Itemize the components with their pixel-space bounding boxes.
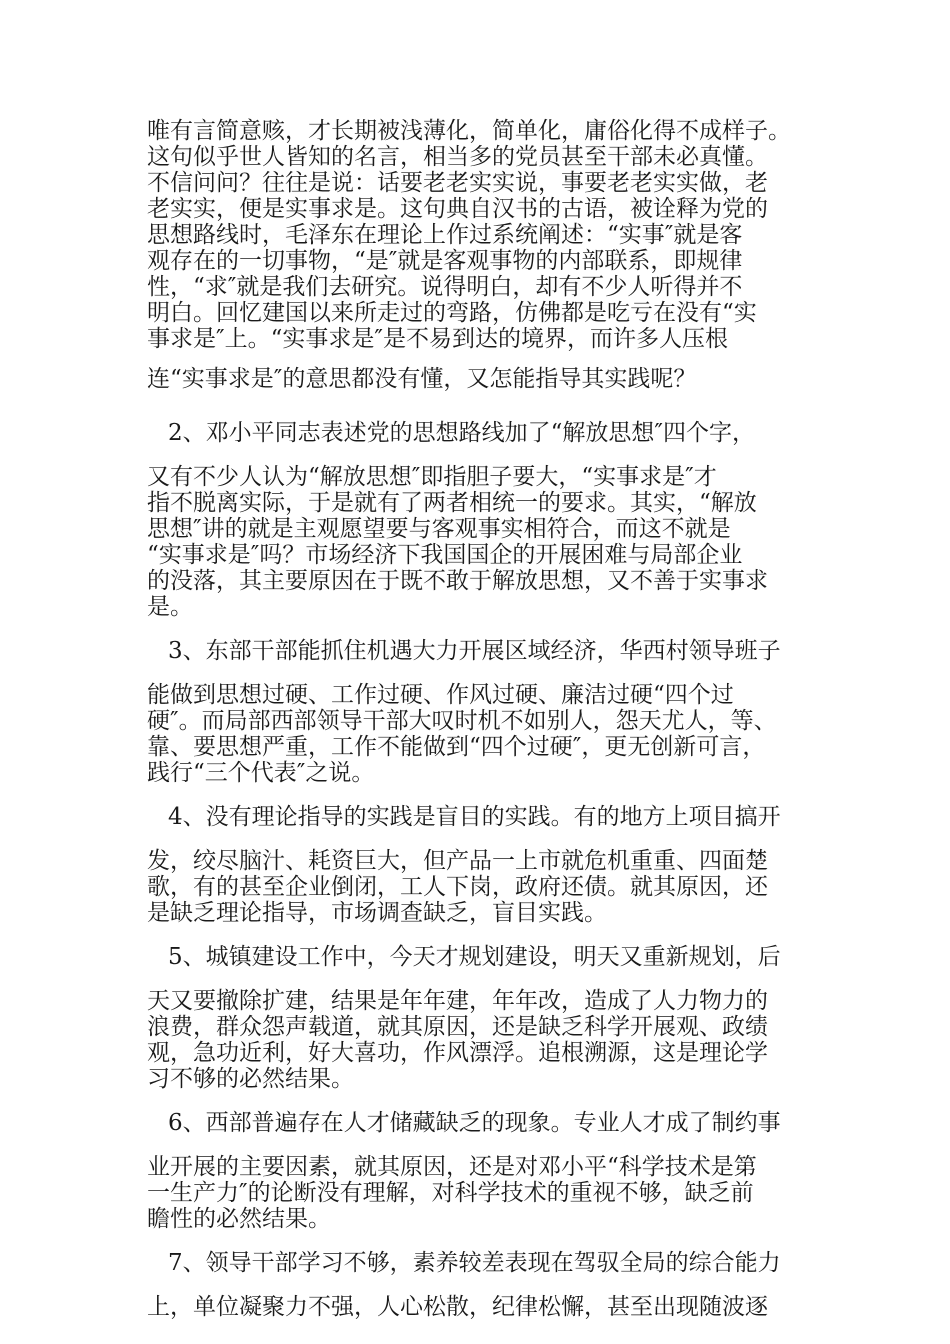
text-line: 发，绞尽脑汁、耗资巨大，但产品一上市就危机重重、四面楚: [147, 848, 768, 874]
text-line: 习不够的必然结果。: [147, 1066, 354, 1092]
text-line: 明白。回忆建国以来所走过的弯路，仿佛都是吃亏在没有“实: [147, 300, 757, 326]
text-line: 不信问问？往往是说：话要老老实实说，事要老老实实做，老: [147, 170, 768, 196]
text-line: 浪费，群众怨声载道，就其原因，还是缺乏科学开展观、政绩: [147, 1014, 768, 1040]
text-line: 是缺乏理论指导，市场调查缺乏，盲目实践。: [147, 900, 607, 926]
text-line: 指不脱离实际，于是就有了两者相统一的要求。其实，“解放: [147, 490, 757, 516]
text-line: 观存在的一切事物，“是″就是客观事物的内部联系，即规律: [147, 248, 743, 274]
text-line: 践行“三个代表″之说。: [147, 760, 375, 786]
paragraph-7-first-line: 7、领导干部学习不够，素养较差表现在驾驭全局的综合能力: [168, 1250, 781, 1276]
text-line: 老实实，便是实事求是。这句典自汉书的古语，被诠释为党的: [147, 196, 768, 222]
text-line: 业开展的主要因素，就其原因，还是对邓小平“科学技术是第: [147, 1154, 757, 1180]
paragraph-3-first-line: 3、东部干部能抓住机遇大力开展区域经济，华西村领导班子: [168, 638, 781, 664]
text-line: 硬″。而局部西部领导干部大叹时机不如别人，怨天尤人，等、: [147, 708, 777, 734]
text-line: 事求是″上。“实事求是″是不易到达的境界，而许多人压根: [147, 326, 728, 352]
text-line: 一生产力″的论断没有理解，对科学技术的重视不够，缺乏前: [147, 1180, 754, 1206]
text-line: 歌，有的甚至企业倒闭，工人下岗，政府还债。就其原因，还: [147, 874, 768, 900]
text-line: 天又要撤除扩建，结果是年年建，年年改，造成了人力物力的: [147, 988, 768, 1014]
paragraph-2-first-line: 2、邓小平同志表述党的思想路线加了“解放思想″四个字，: [168, 420, 755, 446]
text-line: 观，急功近利，好大喜功，作风漂浮。追根溯源，这是理论学: [147, 1040, 768, 1066]
document-page: [147, 118, 827, 1320]
text-line: 的没落，其主要原因在于既不敢于解放思想，又不善于实事求: [147, 568, 768, 594]
text-line: 性，“求″就是我们去研究。说得明白，却有不少人听得并不: [147, 274, 743, 300]
paragraph-4-first-line: 4、没有理论指导的实践是盲目的实践。有的地方上项目搞开: [168, 804, 781, 830]
text-line: 思想路线时，毛泽东在理论上作过系统阐述：“实事″就是客: [147, 222, 743, 248]
text-line: 靠、要思想严重，工作不能做到“四个过硬″，更无创新可言，: [147, 734, 766, 760]
paragraph-6-first-line: 6、西部普遍存在人才储藏缺乏的现象。专业人才成了制约事: [168, 1110, 781, 1136]
text-line: 思想″讲的就是主观愿望要与客观事实相符合，而这不就是: [147, 516, 731, 542]
text-line: 这句似乎世人皆知的名言，相当多的党员甚至干部未必真懂。: [147, 144, 768, 170]
text-line: 连“实事求是″的意思都没有懂，又怎能指导其实践呢？: [147, 366, 697, 392]
paragraph-5-first-line: 5、城镇建设工作中，今天才规划建设，明天又重新规划，后: [168, 944, 781, 970]
text-line: 唯有言简意赅，才长期被浅薄化，简单化，庸俗化得不成样子。: [147, 118, 791, 144]
text-line: 又有不少人认为“解放思想″即指胆子要大，“实事求是″才: [147, 464, 717, 490]
text-line: 能做到思想过硬、工作过硬、作风过硬、廉洁过硬“四个过: [147, 682, 734, 708]
text-line: 上，单位凝聚力不强，人心松散，纪律松懈，甚至出现随波逐: [147, 1294, 768, 1320]
text-line: 瞻性的必然结果。: [147, 1206, 331, 1232]
text-line: “实事求是″吗？市场经济下我国国企的开展困难与局部企业: [147, 542, 743, 568]
text-line: 是。: [147, 594, 193, 620]
